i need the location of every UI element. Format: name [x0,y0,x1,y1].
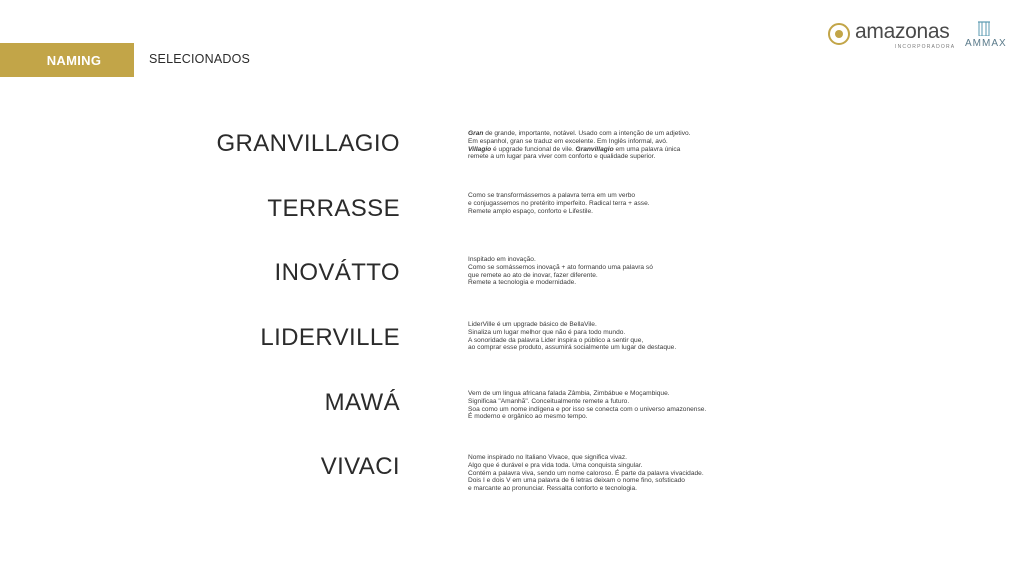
description-line [468,413,768,421]
description-bold: Granvillagio [575,145,614,153]
description-line [468,398,768,406]
name-description [468,192,768,215]
description-line [468,344,768,352]
description-text: Algo que é durável e pra vida toda. Uma conquista singular. [468,461,643,469]
description-text: remete a um lugar para viver com conforto e qualidade superior. [468,153,656,161]
description-bold: Gran [468,130,484,137]
description-text: que remete ao ato de inovar, fazer diferente. [468,271,598,279]
name-description [468,390,768,421]
name-title: VIVACI [320,453,400,480]
description-text: Inspitado em inovação. [468,256,536,263]
description-text: Como se transformássemos a palavra terra em um verbo [468,192,636,199]
name-description [468,454,768,493]
description-text: É moderno e orgânico ao mesmo tempo. [468,413,588,421]
description-text: Remete amplo espaço, conforto e Lifestile. [468,207,593,215]
description-line [468,256,768,264]
name-title: GRANVILLAGIO [216,130,400,157]
building-icon [978,20,990,36]
description-line [468,390,768,398]
description-text: Sinaliza um lugar melhor que não é para todo mundo. [468,328,626,336]
description-line [468,337,768,345]
description-text: Vem de um lingua africana falada Zâmbia, Zimbábue e Moçambique. [468,390,670,397]
amazonas-logo-icon [828,23,850,45]
description-line [468,462,768,470]
amazonas-logo-word: amazonas [855,20,950,43]
description-line [468,264,768,272]
description-text: Em espanhol, gran se traduz em excelente. Em Inglês informal, avó. [468,137,668,145]
description-line [468,208,768,216]
ammax-logo-word: AMMAX [965,38,1007,49]
description-line [468,329,768,337]
name-description [468,256,768,287]
name-title: INOVÁTTO [274,259,400,286]
naming-tab-label: NAMING [46,52,102,68]
description-text: Como se somássemos inovaçã + ato formando uma palavra só [468,263,653,271]
ammax-logo [964,20,1006,54]
description-text: e marcante ao pronunciar. Ressalta conforto e tecnologia. [468,485,637,493]
description-line [468,477,768,485]
description-line [468,138,768,146]
description-text: Soa como um nome indígena e por isso se conecta com o universo amazonense. [468,405,707,413]
section-label: SELECIONADOS [149,52,251,66]
description-line [468,130,768,138]
description-line [468,321,768,329]
description-text: Nome inspirado no Italiano Vivace, que significa vivaz. [468,454,627,461]
description-text: Remete a tecnologia e modernidade. [468,279,577,287]
description-bold: Villagio [468,145,492,153]
amazonas-logo-sub: INCORPORADORA [895,44,956,50]
description-text: em uma palavra única [613,145,681,153]
name-description [468,321,768,352]
description-text: A sonoridade da palavra Lider inspira o público a sentir que, [468,336,644,344]
description-text: de grande, importante, notável. Usado com a intenção de um adjetivo. [483,130,691,137]
name-description [468,130,768,161]
description-text: e conjugassemos no pretérito imperfeito. Radical terra + asse. [468,199,650,207]
amazonas-logo [828,20,956,52]
name-title: LIDERVILLE [260,324,400,351]
description-line [468,146,768,154]
description-line [468,200,768,208]
description-text: LiderVille é um upgrade básico de BellaVile. [468,321,597,328]
description-line [468,485,768,493]
description-text: ao comprar esse produto, assumirá socialmente um lugar de destaque. [468,344,677,352]
description-line [468,470,768,478]
description-text: Contém a palavra viva, sendo um nome caloroso. É parte da palavra vivacidade. [468,469,704,477]
description-text: Dois I e dois V em uma palavra de 6 letras deixam o nome fino, sofsticado [468,477,685,485]
naming-tab [0,43,134,77]
name-title: MAWÁ [324,389,400,416]
description-line [468,279,768,287]
description-line [468,272,768,280]
name-title: TERRASSE [267,195,400,222]
description-text: Significaa "Amanhã". Conceitualmente remete a futuro. [468,397,630,405]
description-line [468,454,768,462]
description-line [468,153,768,161]
description-line [468,192,768,200]
description-text: é upgrade funcional de vile. [491,145,576,153]
